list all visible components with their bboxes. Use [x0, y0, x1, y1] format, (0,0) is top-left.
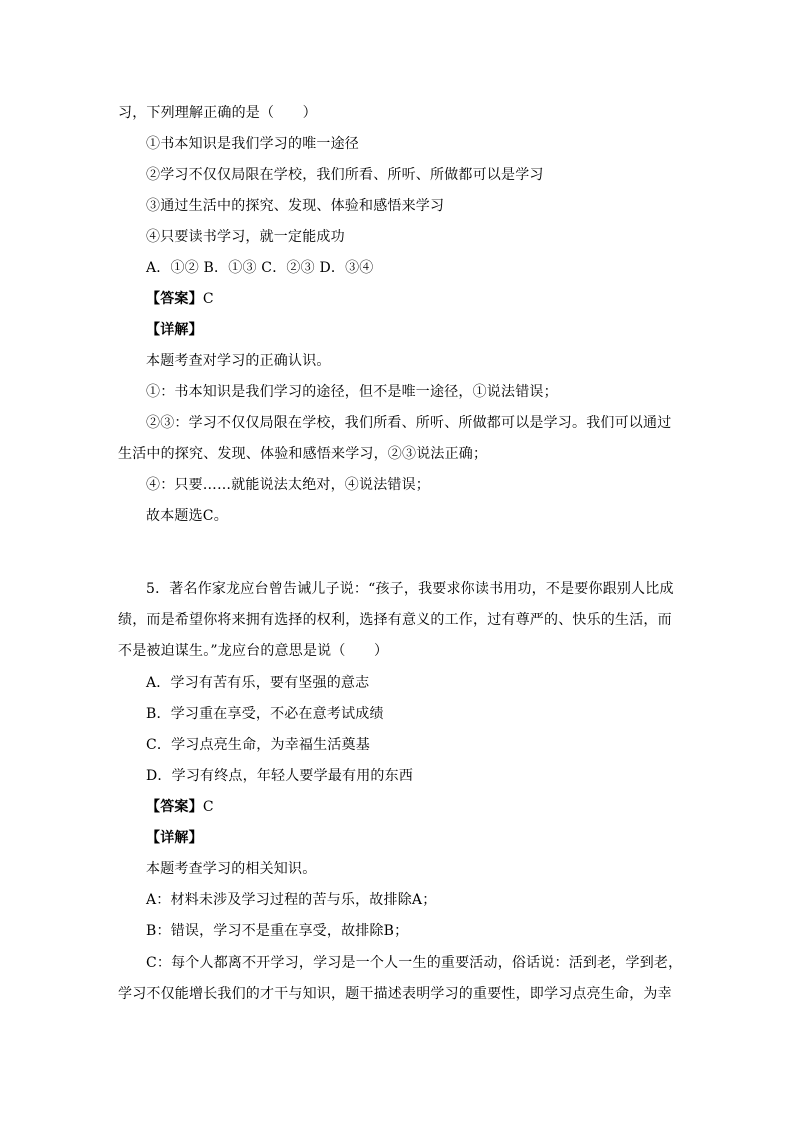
- q5-option-a: A．学习有苦有乐，要有坚强的意志: [146, 675, 370, 691]
- q4-stem-tail: 习，下列理解正确的是（ ）: [118, 105, 317, 121]
- q4-statement-3: ③通过生活中的探究、发现、体验和感悟来学习: [146, 198, 445, 214]
- q4-options: A．①② B．①③ C．②③ D．③④: [146, 260, 374, 276]
- q5-analysis-line-3: B：错误，学习不是重在享受，故排除B；: [146, 923, 409, 939]
- q4-analysis-line-6: 故本题选C。: [146, 508, 228, 524]
- q4-analysis-line-1: 本题考查对学习的正确认识。: [146, 353, 331, 369]
- q5-answer-value: C: [202, 799, 214, 815]
- q4-answer-value: C: [202, 291, 214, 307]
- q5-stem-line-1: 5．著名作家龙应台曾告诫儿子说：“孩子，我要求你读书用功，不是要你跟别人比成: [146, 581, 674, 597]
- q4-statement-1: ①书本知识是我们学习的唯一途径: [146, 136, 359, 152]
- q5-analysis-line-1: 本题考查学习的相关知识。: [146, 861, 317, 877]
- q5-stem-line-3: 不是被迫谋生。”龙应台的意思是说（ ）: [118, 643, 389, 659]
- q5-analysis-line-5: 学习不仅能增长我们的才干与知识，题干描述表明学习的重要性，即学习点亮生命，为幸: [118, 986, 672, 1002]
- q4-answer: [146, 289, 214, 309]
- q5-option-b: B．学习重在享受，不必在意考试成绩: [146, 706, 384, 722]
- q4-analysis-line-5: ④：只要……就能说法太绝对，④说法错误；: [146, 477, 430, 493]
- q4-statement-2: ②学习不仅仅局限在学校，我们所看、所听、所做都可以是学习: [146, 167, 544, 183]
- q5-analysis-label: 【详解】: [146, 830, 203, 846]
- q5-stem-line-2: 绩，而是希望你将来拥有选择的权利，选择有意义的工作，过有尊严的、快乐的生活，而: [118, 612, 672, 628]
- q4-analysis-line-2: ①：书本知识是我们学习的途径，但不是唯一途径，①说法错误；: [146, 384, 558, 400]
- q4-statement-4: ④只要读书学习，就一定能成功: [146, 229, 345, 245]
- q5-answer-label: 【答案】: [146, 799, 203, 815]
- q5-option-d: D．学习有终点，年轻人要学最有用的东西: [146, 768, 414, 784]
- q5-analysis-line-4: C：每个人都离不开学习，学习是一个人一生的重要活动，俗话说：活到老，学到老，: [146, 955, 683, 971]
- q5-analysis-line-2: A：材料未涉及学习过程的苦与乐，故排除A；: [146, 892, 437, 908]
- q5-answer: [146, 797, 214, 817]
- q4-analysis-label: 【详解】: [146, 322, 203, 338]
- q4-analysis-line-4: 生活中的探究、发现、体验和感悟来学习，②③说法正确；: [118, 446, 488, 462]
- q4-answer-label: 【答案】: [146, 291, 203, 307]
- q5-option-c: C．学习点亮生命，为幸福生活奠基: [146, 737, 370, 753]
- q4-analysis-line-3: ②③：学习不仅仅局限在学校，我们所看、所听、所做都可以是学习。我们可以通过: [146, 415, 672, 431]
